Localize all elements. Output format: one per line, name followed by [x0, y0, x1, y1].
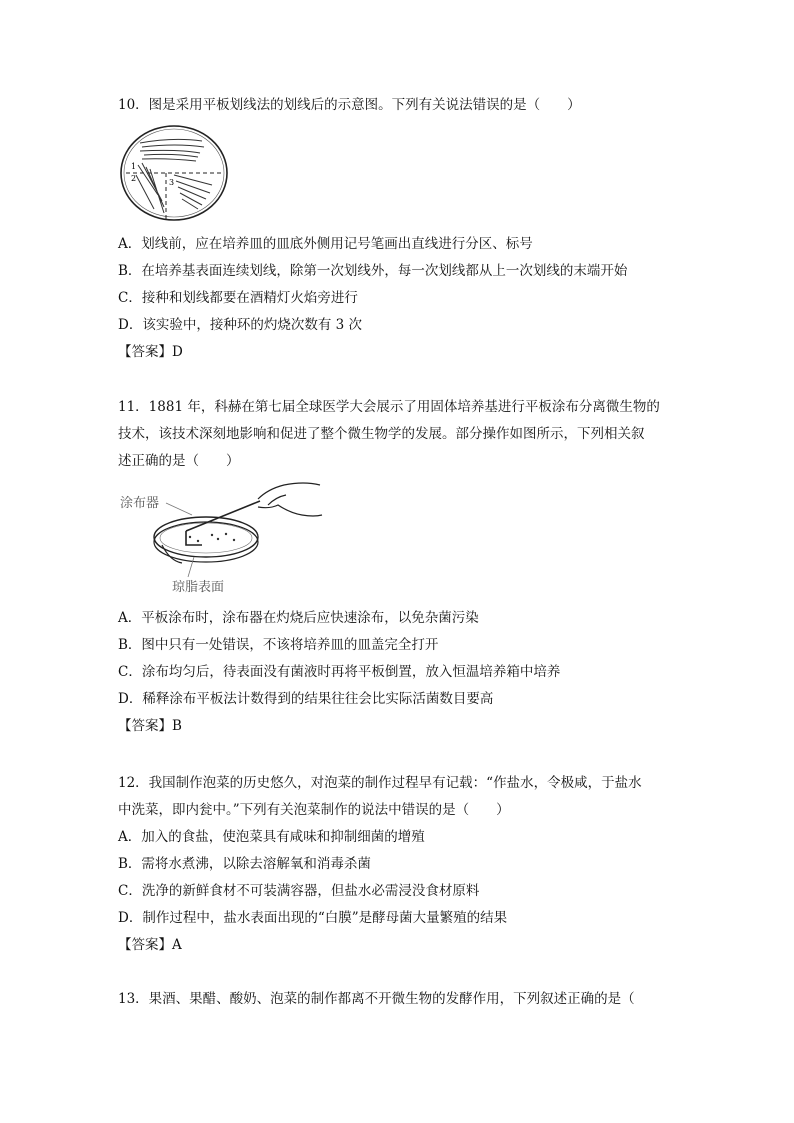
label-agar-surface: 琼脂表面: [172, 580, 225, 595]
zone-label-3: 3: [169, 178, 175, 187]
colony-dot: [233, 539, 235, 541]
streak-lines-zone-3: [174, 175, 212, 209]
answer: 【答案】A: [118, 937, 182, 953]
question-stem-line-1: 12．我国制作泡菜的历史悠久，对泡菜的制作过程早有记载：“作盐水，令极咸，于盐水: [118, 775, 642, 791]
zone-label-2: 2: [131, 174, 137, 183]
streak-lines-zone-1: [140, 139, 204, 161]
streak-plate-figure: [118, 123, 230, 223]
colony-dot: [217, 538, 219, 540]
option-b: B．需将水煮沸，以除去溶解氧和消毒杀菌: [118, 856, 371, 872]
label-spreader-leader: [166, 503, 192, 515]
option-b: B．图中只有一处错误，不该将培养皿的皿盖完全打开: [118, 637, 439, 653]
question-stem: 13．果酒、果醋、酸奶、泡菜的制作都离不开微生物的发酵作用，下列叙述正确的是（: [118, 991, 635, 1007]
colony-dot: [225, 533, 227, 535]
option-c: C．涂布均匀后，待表面没有菌液时再将平板倒置，放入恒温培养箱中培养: [118, 664, 561, 680]
question-stem: 10．图是采用平板划线法的划线后的示意图。下列有关说法错误的是（ ）: [118, 97, 581, 113]
spread-plate-figure: [118, 479, 328, 597]
question-13: [118, 986, 678, 1013]
label-agar-leader: [188, 557, 194, 577]
option-a: A．加入的食盐，使泡菜具有咸味和抑制细菌的增殖: [118, 829, 425, 845]
colony-dot: [189, 536, 191, 538]
question-12: [118, 770, 678, 959]
label-spreader: 涂布器: [120, 496, 160, 511]
question-stem-line-3: 述正确的是（ ）: [118, 453, 240, 469]
question-11: [118, 394, 678, 740]
option-d: D．稀释涂布平板法计数得到的结果往往会比实际活菌数目要高: [118, 691, 494, 707]
agar-surface: [160, 523, 252, 553]
question-stem-line-1: 11．1881 年，科赫在第七届全球医学大会展示了用固体培养基进行平板涂布分离微生物的: [118, 399, 660, 415]
question-stem-line-2: 中洗菜，即内瓮中。”下列有关泡菜制作的说法中错误的是（ ）: [118, 802, 510, 818]
option-c: C．洗净的新鲜食材不可装满容器，但盐水必需浸没食材原料: [118, 883, 480, 899]
answer: 【答案】D: [118, 344, 183, 360]
option-c: C．接种和划线都要在酒精灯火焰旁进行: [118, 290, 358, 306]
option-b: B．在培养基表面连续划线，除第一次划线外，每一次划线都从上一次划线的末端开始: [118, 263, 628, 279]
petri-dish-inner-rim: [124, 129, 224, 217]
question-10: [118, 92, 678, 366]
colony-dot: [211, 534, 213, 536]
zone-label-1: 1: [131, 162, 137, 171]
hand-icon: [258, 483, 322, 516]
colony-dot: [197, 540, 199, 542]
option-a: A．平板涂布时，涂布器在灼烧后应快速涂布，以免杂菌污染: [118, 610, 479, 626]
option-a: A．划线前，应在培养皿的皿底外侧用记号笔画出直线进行分区、标号: [118, 236, 533, 252]
option-d: D．该实验中，接种环的灼烧次数有 3 次: [118, 317, 362, 333]
answer: 【答案】B: [118, 718, 182, 734]
option-d: D．制作过程中，盐水表面出现的“白膜”是酵母菌大量繁殖的结果: [118, 910, 508, 926]
question-stem-line-2: 技术，该技术深刻地影响和促进了整个微生物学的发展。部分操作如图所示，下列相关叙: [118, 426, 645, 442]
